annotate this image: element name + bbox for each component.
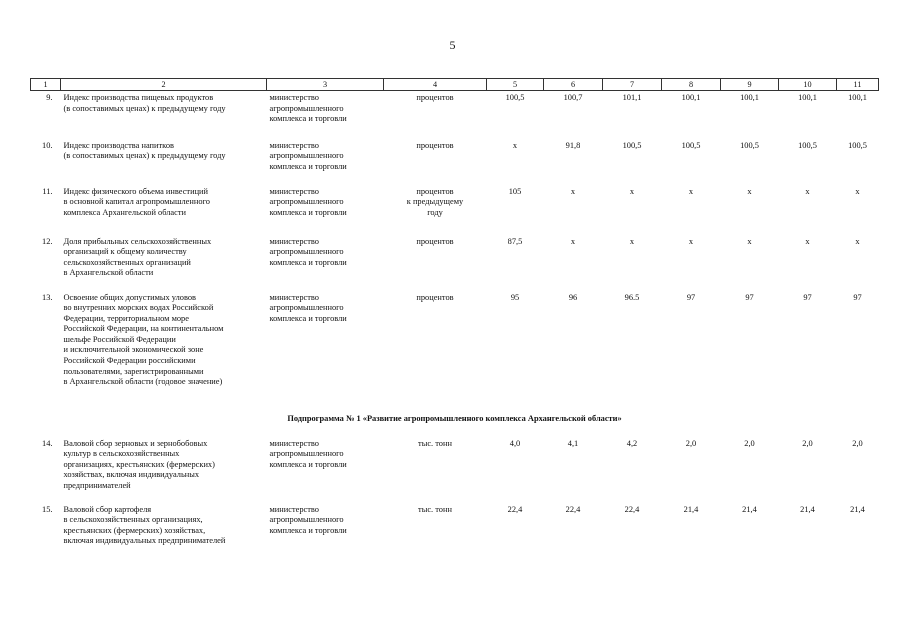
responsible-executor	[267, 185, 384, 235]
subprogram-title: Подпрограмма № 1 «Развитие агропромышленного комплекса Архангельской области»	[287, 414, 622, 424]
value-cell: 96	[568, 292, 578, 302]
value-cell: 101,1	[622, 93, 642, 102]
value-cell: 21,4	[850, 504, 865, 514]
row-number: 14.	[42, 438, 53, 448]
value-cell: 95	[510, 292, 520, 302]
responsible-executor-line: комплекса и торговли	[269, 161, 347, 171]
row-number: 10.	[42, 140, 53, 150]
value-cell: 100,5	[681, 140, 701, 150]
indicator-name-line: Индекс производства пищевых продуктов	[63, 93, 214, 102]
indicator-name-line: Индекс физического объема инвестиций	[63, 186, 209, 196]
responsible-executor	[267, 291, 384, 403]
indicator-name-line: Российской Федерации, на континентальном	[63, 324, 224, 334]
indicator-name	[61, 291, 267, 403]
indicator-name-line: Доля прибыльных сельскохозяйственных	[63, 236, 212, 246]
header-cell: 5	[487, 79, 544, 91]
indicator-name-line: Российской Федерации российскими	[63, 356, 196, 366]
header-cell: 3	[267, 79, 384, 91]
page-number: 5	[449, 38, 456, 52]
value-cell: 4,2	[626, 438, 638, 448]
row-number: 15.	[42, 504, 53, 514]
unit-of-measure	[384, 185, 487, 235]
responsible-executor-line: министерство	[269, 93, 319, 102]
unit-of-measure-line: процентов	[416, 186, 454, 196]
value-cell: х	[570, 236, 576, 246]
responsible-executor-line: агропромышленного	[269, 449, 344, 459]
header-cell: 9	[721, 79, 779, 91]
value-cell: 97	[803, 292, 812, 302]
responsible-executor-line: агропромышленного	[269, 151, 344, 161]
responsible-executor-line: министерство	[269, 236, 319, 246]
responsible-executor-line: комплекса и торговли	[269, 257, 347, 267]
indicator-name-line: шельфе Российской Федерации	[63, 334, 176, 344]
table-row	[31, 139, 879, 185]
value-cell: х	[805, 186, 810, 196]
unit-of-measure-line: тыс. тонн	[418, 504, 452, 514]
value-cell: 100,5	[848, 140, 867, 150]
indicator-name-line: (в сопоставимых ценах) к предыдущему году	[63, 151, 226, 161]
header-cell: 4	[384, 79, 487, 91]
value-cell: 2,0	[685, 438, 697, 448]
indicator-name-line: Валовой сбор зерновых и зернобобовых	[63, 438, 208, 448]
indicator-name-line: во внутренних морских водах Российской	[63, 303, 214, 313]
row-number: 12.	[42, 236, 53, 246]
value-cell: 22,4	[507, 504, 523, 514]
indicators-table	[30, 78, 879, 563]
unit-of-measure-line: процентов	[416, 292, 454, 302]
indicator-name-line: хозяйствах, включая индивидуальных	[63, 470, 200, 480]
unit-of-measure	[384, 139, 487, 185]
responsible-executor-line: комплекса и торговли	[269, 459, 347, 469]
value-cell: 97	[686, 292, 696, 302]
responsible-executor-line: министерство	[269, 140, 319, 150]
header-cell: 11	[837, 79, 879, 91]
value-cell: х	[805, 236, 810, 246]
value-cell: 4,0	[509, 438, 521, 448]
unit-of-measure	[384, 291, 487, 403]
header-row	[31, 79, 879, 91]
responsible-executor	[267, 139, 384, 185]
responsible-executor-line: министерство	[269, 438, 319, 448]
table-row	[31, 91, 879, 139]
unit-of-measure	[384, 91, 487, 139]
value-cell: 22,4	[624, 504, 640, 514]
header-cell: 1	[31, 79, 61, 91]
responsible-executor-line: агропромышленного	[269, 303, 344, 313]
value-cell: х	[747, 236, 752, 246]
indicator-name-line: в Архангельской области	[63, 268, 154, 278]
indicator-name-line: комплекса Архангельской области	[63, 207, 187, 217]
indicator-name-line: Освоение общих допустимых уловов	[63, 292, 197, 302]
unit-of-measure	[384, 235, 487, 291]
value-cell: 105	[508, 186, 522, 196]
value-cell: х	[855, 186, 860, 196]
indicator-name-line: предпринимателей	[63, 480, 131, 490]
value-cell: 100,1	[848, 93, 867, 102]
responsible-executor	[267, 235, 384, 291]
indicator-name	[61, 235, 267, 291]
indicator-name-line: включая индивидуальных предпринимателей	[63, 536, 226, 546]
responsible-executor-line: министерство	[269, 504, 319, 514]
table-row	[31, 437, 879, 503]
responsible-executor-line: комплекса и торговли	[269, 313, 347, 323]
indicator-name	[61, 503, 267, 563]
value-cell: х	[688, 186, 694, 196]
table-row	[31, 235, 879, 291]
unit-of-measure-line: процентов	[416, 93, 454, 102]
responsible-executor-line: комплекса и торговли	[269, 207, 347, 217]
header-cell: 6	[544, 79, 603, 91]
value-cell: 87,5	[507, 236, 523, 246]
subprogram-section	[31, 403, 879, 437]
indicator-name-line: (в сопоставимых ценах) к предыдущему году	[63, 103, 226, 113]
indicator-name-line: в сельскохозяйственных организациях,	[63, 515, 203, 525]
value-cell: 22,4	[565, 504, 581, 514]
value-cell: х	[512, 140, 518, 150]
table-row	[31, 185, 879, 235]
responsible-executor-line: агропромышленного	[269, 515, 344, 525]
value-cell: 2,0	[802, 438, 813, 448]
indicator-name	[61, 91, 267, 139]
indicator-name-line: организациях, крестьянских (фермерских)	[63, 459, 215, 469]
value-cell: 100,1	[740, 93, 759, 102]
indicator-name-line: Индекс производства напитков	[63, 140, 174, 150]
table-body	[31, 91, 879, 403]
table-row	[31, 503, 879, 563]
responsible-executor-line: агропромышленного	[269, 247, 344, 257]
value-cell: 100,7	[563, 93, 583, 102]
value-cell: 21,4	[683, 504, 699, 514]
header-cell: 7	[603, 79, 662, 91]
indicator-name-line: в основной капитал агропромышленного	[63, 197, 210, 207]
value-cell: 100,5	[740, 140, 759, 150]
responsible-executor	[267, 91, 384, 139]
value-cell: 2,0	[852, 438, 863, 448]
responsible-executor-line: комплекса и торговли	[269, 525, 347, 535]
indicator-name	[61, 185, 267, 235]
responsible-executor-line: агропромышленного	[269, 103, 344, 113]
row-number: 9.	[46, 93, 53, 102]
value-cell: 100,5	[505, 93, 525, 102]
value-cell: 91,8	[565, 140, 581, 150]
value-cell: 97	[853, 292, 862, 302]
value-cell: х	[629, 186, 635, 196]
responsible-executor	[267, 437, 384, 503]
value-cell: 97	[745, 292, 754, 302]
value-cell: 21,4	[800, 504, 815, 514]
indicator-name-line: пользователями, зарегистрированными	[63, 366, 204, 376]
unit-of-measure-line: процентов	[416, 140, 454, 150]
header-cell: 10	[779, 79, 837, 91]
indicator-name-line: культур в сельскохозяйственных	[63, 449, 180, 459]
responsible-executor-line: министерство	[269, 292, 319, 302]
responsible-executor	[267, 503, 384, 563]
row-number: 11.	[42, 186, 53, 196]
value-cell: х	[629, 236, 635, 246]
table-body-subprogram	[31, 437, 879, 563]
indicator-name	[61, 139, 267, 185]
responsible-executor-line: комплекса и торговли	[269, 114, 347, 124]
indicator-name-line: организаций к общему количеству	[63, 247, 187, 257]
value-cell: 21,4	[742, 504, 757, 514]
value-cell: х	[570, 186, 576, 196]
value-cell: 100,1	[681, 93, 701, 102]
value-cell: 100,5	[798, 140, 817, 150]
value-cell: 96.5	[624, 292, 640, 302]
value-cell: 2,0	[744, 438, 755, 448]
row-number: 13.	[42, 292, 53, 302]
indicator-name-line: сельскохозяйственных организаций	[63, 257, 191, 267]
value-cell: х	[688, 236, 694, 246]
table-row	[31, 291, 879, 403]
unit-of-measure	[384, 437, 487, 503]
unit-of-measure	[384, 503, 487, 563]
indicator-name-line: Федерации, территориальном море	[63, 313, 189, 323]
header-cell: 8	[662, 79, 721, 91]
indicator-name-line: в Архангельской области (годовое значение)	[63, 377, 223, 387]
unit-of-measure-line: году	[427, 207, 443, 217]
value-cell: х	[747, 186, 752, 196]
indicator-name-line: Валовой сбор картофеля	[63, 504, 152, 514]
indicator-name-line: крестьянских (фермерских) хозяйствах,	[63, 525, 206, 535]
responsible-executor-line: министерство	[269, 186, 319, 196]
unit-of-measure-line: процентов	[416, 236, 454, 246]
unit-of-measure-line: тыс. тонн	[418, 438, 452, 448]
value-cell: 100,5	[622, 140, 642, 150]
indicator-name-line: и исключительной экономической зоне	[63, 345, 204, 355]
unit-of-measure-line: к предыдущему	[406, 197, 464, 207]
responsible-executor-line: агропромышленного	[269, 197, 344, 207]
indicator-name	[61, 437, 267, 503]
value-cell: 100,1	[798, 93, 817, 102]
value-cell: 4,1	[567, 438, 579, 448]
subprogram-row	[31, 403, 879, 437]
header-cell: 2	[61, 79, 267, 91]
value-cell: х	[855, 236, 860, 246]
